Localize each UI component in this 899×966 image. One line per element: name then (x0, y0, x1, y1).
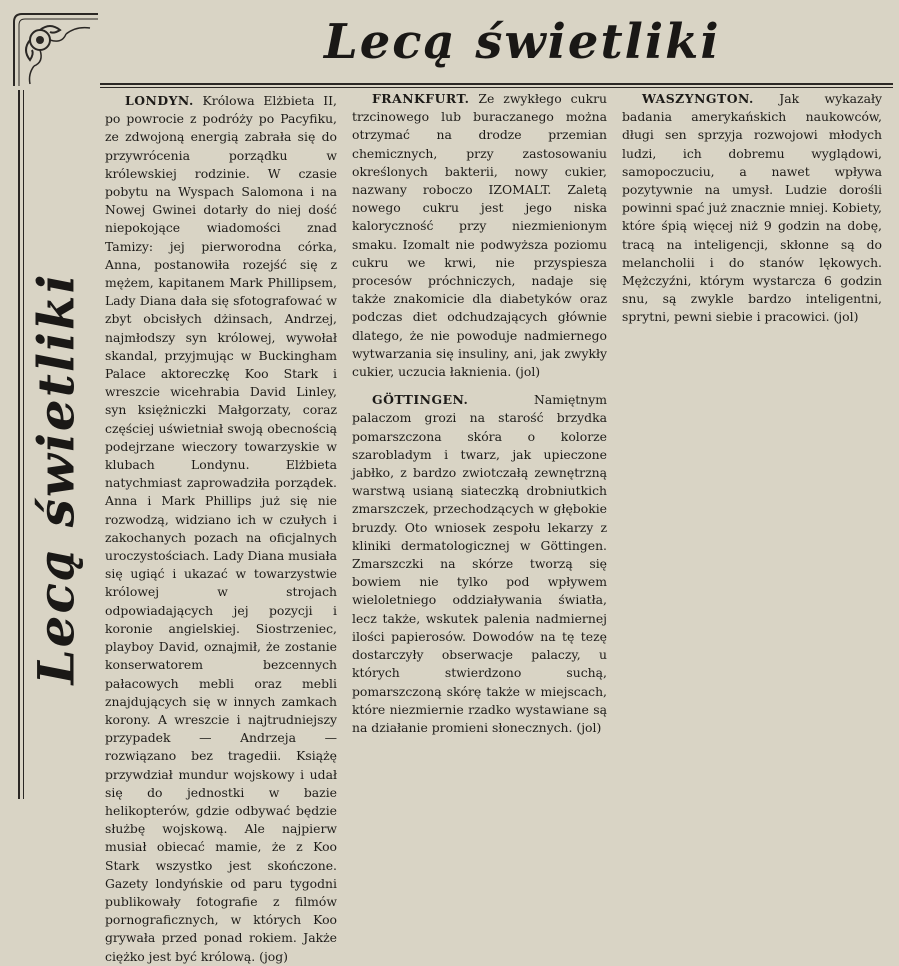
top-rule-thin (100, 87, 893, 88)
article-londyn (105, 92, 337, 966)
column-3 (622, 90, 882, 799)
column-1 (105, 92, 337, 964)
article-city: FRANKFURT. (372, 91, 470, 106)
article-city: LONDYN. (125, 93, 194, 108)
article-city: WASZYNGTON. (642, 91, 754, 106)
top-rule (100, 83, 893, 85)
article-gottingen (352, 391, 607, 737)
article-waszyngton (622, 90, 882, 327)
left-rule (18, 90, 20, 799)
page-title: Lecą świetliki (324, 14, 721, 70)
column-2 (352, 90, 607, 799)
corner-ornament-icon (10, 8, 100, 88)
article-text: Jak wykazały badania amerykańskich naukowców, długi sen sprzyja rozwojowi młodych ludzi, ich dobremu wyglądowi, samopoczuciu, a nawet wpływa pozytywnie na umysł. Ludzie dorośli powinni spać już znacznie mniej. Kobiety, które śpią więcej niż 9 godzin na dobę, tracą na inteligencji, skłonne są do melancholii i do stanów lękowych. Mężczyźni, którym wystarcza 6 godzin snu, są zwykle bardzo inteligentni, sprytni, pewni siebie i pracowici. (jol) (622, 91, 882, 325)
vertical-title-wrap (26, 258, 86, 698)
article-text: Ze zwykłego cukru trzcinowego lub buraczanego można otrzymać na drodze przemian chemicznych, przy zastosowaniu określonych bakterii, nowy cukier, nazwany roboczo IZOMALT. Zaletą nowego cukru jest jego niska kaloryczność przy niezmienionym smaku. Izomalt nie podwyższa poziomu cukru we krwi, nie przyspiesza procesów próchniczych, nadaje się także znakomicie dla diabetyków oraz podczas diet odchudzających głównie dlatego, że nie powoduje nadmiernego wytwarzania się insuliny, ani, jak zwykły cukier, uczucia łaknienia. (jol) (352, 91, 607, 380)
article-frankfurt (352, 90, 607, 381)
article-city: GÖTTINGEN. (372, 392, 469, 408)
article-text: Namiętnym palaczom grozi na starość brzydka pomarszczona skóra o kolorze szarobladym i twarz, jak upieczone jabłko, z bardzo zwiotczałą zewnętrzną warstwą usianą siateczką drobniutkich zmarszczek, przechodzących w głębokie bruzdy. Oto wniosek zespołu lekarzy z kliniki dermatologicznej w Göttingen. Zmarszczki na skórze tworzą się bowiem nie tylko pod wpływem wieloletniego oddziaływania światła, lecz także, wskutek palenia nadmiernej ilości papierosów. Dowodów na tę tezę dostarczyły obserwacje palaczy, u których stwierdzono suchą, pomarszczoną skórę także w miejscach, które niezmiernie rzadko wystawiane są na działanie promieni słonecznych. (jol) (352, 392, 607, 735)
article-text: Królowa Elżbieta II, po powrocie z podróży po Pacyfiku, ze zdwojoną energią zabrała się do przywrócenia porządku w królewskiej rodzinie. W czasie pobytu na Wyspach Salomona i na Nowej Gwinei dotarły do niej dość niepokojące wiadomości znad Tamizy: jej pierworodna córka, Anna, postanowiła rozejść się z mężem, kapitanem Mark Phillipsem, Lady Diana dała się sfotografować w zbyt obcisłych dżinsach, Andrzej, najmłodszy syn królowej, wywołał skandal, przyjmując w Buckingham Palace aktoreczkę Koo Stark i wreszcie wicehrabia David Linley, syn księżniczki Małgorzaty, coraz częściej uświetniał swoją obecnością podejrzane wieczory towarzyskie w klubach Londynu. Elżbieta natychmiast zaprowadziła porządek. Anna i Mark Phillips już się nie rozwodzą, widziano ich w czułych i zakochanych pozach na oficjalnych uroczystościach. Lady Diana musiała się ugiąć i ukazać w towarzystwie królowej w strojach odpowiadających jej pozycji i koronie angielskiej. Siostrzeniec, playboy David, oznajmił, że zostanie konserwatorem bezcennych pałacowych mebli oraz mebli znajdujących się w innych zamkach korony. A wreszcie i najtrudniejszy przypadek — Andrzeja — rozwiązano bez tragedii. Książę przywdział mundur wojskowy i udał się do jednostki w bazie helikopterów, gdzie odbywać będzie służbę wojskową. Ale najpierw musiał obiecać mamie, że z Koo Stark wszystko jest skończone. Gazety londyńskie od paru tygodni publikowały fotografie z filmów pornograficznych, w których Koo grywała przed ponad rokiem. Jakże ciężko jest być królową. (jog) (105, 93, 337, 964)
vertical-title: Lecą świetliki (26, 272, 86, 684)
left-rule-thin (23, 90, 24, 799)
